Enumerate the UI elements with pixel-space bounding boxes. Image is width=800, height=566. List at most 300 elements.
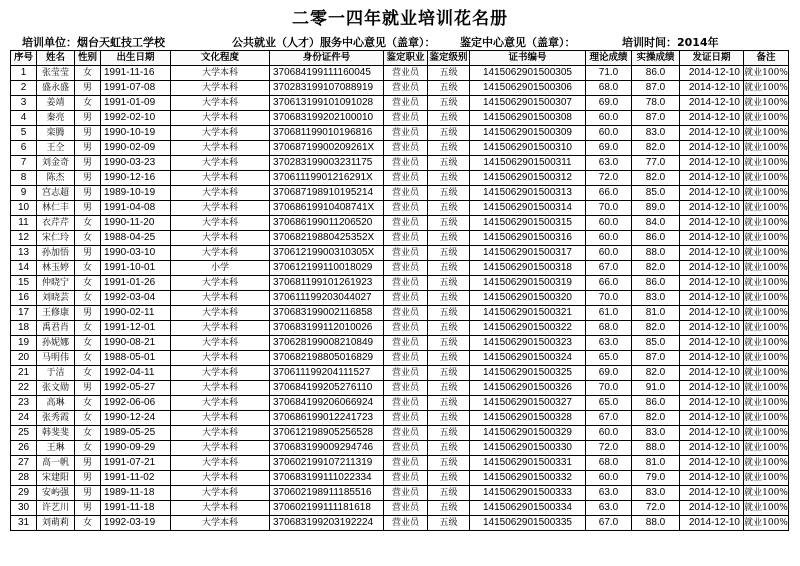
cell-practical-score: 87.0 — [632, 111, 680, 126]
cell-level: 五级 — [428, 216, 470, 231]
cell-theory-score: 70.0 — [586, 381, 632, 396]
cell-birthdate: 1990-02-09 — [101, 141, 171, 156]
cell-id-number: 370681199101261923 — [270, 276, 384, 291]
table-row — [11, 471, 789, 486]
table-row — [11, 141, 789, 156]
cell-practical-score: 85.0 — [632, 186, 680, 201]
cell-level: 五级 — [428, 501, 470, 516]
table-row — [11, 66, 789, 81]
cell-issue-date: 2014-12-10 — [680, 366, 744, 381]
cell-education: 大学本科 — [171, 396, 270, 411]
cell-level: 五级 — [428, 171, 470, 186]
cell-gender: 女 — [75, 291, 101, 306]
cell-education: 大学本科 — [171, 276, 270, 291]
cell-issue-date: 2014-12-10 — [680, 486, 744, 501]
cell-birthdate: 1990-08-21 — [101, 336, 171, 351]
cell-practical-score: 83.0 — [632, 426, 680, 441]
cell-index: 1 — [11, 66, 37, 81]
cell-occupation: 营业员 — [384, 321, 428, 336]
cell-level: 五级 — [428, 321, 470, 336]
cell-remarks: 就业100% — [744, 246, 789, 261]
cell-birthdate: 1990-11-20 — [101, 216, 171, 231]
cell-index: 15 — [11, 276, 37, 291]
cell-id-number: 370684199111160045 — [270, 66, 384, 81]
cell-occupation: 营业员 — [384, 366, 428, 381]
cell-name: 姜靖 — [37, 96, 75, 111]
cell-id-number: 370683199203192224 — [270, 516, 384, 531]
cell-remarks: 就业100% — [744, 381, 789, 396]
cell-id-number: 370683199009294746 — [270, 441, 384, 456]
cell-name: 刘金奇 — [37, 156, 75, 171]
cell-issue-date: 2014-12-10 — [680, 156, 744, 171]
cell-practical-score: 82.0 — [632, 411, 680, 426]
cell-issue-date: 2014-12-10 — [680, 276, 744, 291]
cell-id-number: 370602199111181618 — [270, 501, 384, 516]
table-row — [11, 171, 789, 186]
cell-issue-date: 2014-12-10 — [680, 351, 744, 366]
cell-birthdate: 1990-10-19 — [101, 126, 171, 141]
cell-gender: 女 — [75, 411, 101, 426]
cell-certificate: 1415062901500310 — [470, 141, 586, 156]
col-header-remarks: 备注 — [744, 51, 789, 66]
cell-birthdate: 1989-10-19 — [101, 186, 171, 201]
table-row — [11, 261, 789, 276]
cell-remarks: 就业100% — [744, 171, 789, 186]
cell-name: 宋建阳 — [37, 471, 75, 486]
cell-gender: 男 — [75, 456, 101, 471]
cell-practical-score: 81.0 — [632, 306, 680, 321]
table-row — [11, 411, 789, 426]
cell-remarks: 就业100% — [744, 231, 789, 246]
cell-level: 五级 — [428, 336, 470, 351]
cell-theory-score: 60.0 — [586, 216, 632, 231]
cell-id-number: 370684199206066924 — [270, 396, 384, 411]
col-header-id-number: 身份证件号 — [270, 51, 384, 66]
cell-remarks: 就业100% — [744, 201, 789, 216]
cell-index: 13 — [11, 246, 37, 261]
cell-issue-date: 2014-12-10 — [680, 66, 744, 81]
cell-name: 陈杰 — [37, 171, 75, 186]
cell-certificate: 1415062901500321 — [470, 306, 586, 321]
cell-remarks: 就业100% — [744, 426, 789, 441]
cell-name: 许艺川 — [37, 501, 75, 516]
cell-remarks: 就业100% — [744, 126, 789, 141]
table-row — [11, 81, 789, 96]
cell-gender: 男 — [75, 381, 101, 396]
cell-id-number: 370681199010196816 — [270, 126, 384, 141]
cell-occupation: 营业员 — [384, 456, 428, 471]
cell-birthdate: 1991-07-21 — [101, 456, 171, 471]
cell-birthdate: 1992-05-27 — [101, 381, 171, 396]
cell-name: 高一帆 — [37, 456, 75, 471]
cell-certificate: 1415062901500315 — [470, 216, 586, 231]
table-row — [11, 366, 789, 381]
cell-certificate: 1415062901500316 — [470, 231, 586, 246]
cell-practical-score: 82.0 — [632, 261, 680, 276]
cell-certificate: 1415062901500329 — [470, 426, 586, 441]
cell-birthdate: 1989-11-18 — [101, 486, 171, 501]
cell-id-number: 370612198905256528 — [270, 426, 384, 441]
cell-gender: 男 — [75, 111, 101, 126]
cell-index: 31 — [11, 516, 37, 531]
cell-remarks: 就业100% — [744, 261, 789, 276]
cell-issue-date: 2014-12-10 — [680, 516, 744, 531]
cell-level: 五级 — [428, 201, 470, 216]
cell-education: 大学本科 — [171, 141, 270, 156]
table-row — [11, 216, 789, 231]
cell-certificate: 1415062901500326 — [470, 381, 586, 396]
cell-birthdate: 1991-07-08 — [101, 81, 171, 96]
cell-level: 五级 — [428, 426, 470, 441]
cell-education: 大学本科 — [171, 291, 270, 306]
table-row — [11, 336, 789, 351]
cell-issue-date: 2014-12-10 — [680, 291, 744, 306]
cell-remarks: 就业100% — [744, 351, 789, 366]
cell-issue-date: 2014-12-10 — [680, 501, 744, 516]
cell-remarks: 就业100% — [744, 111, 789, 126]
cell-occupation: 营业员 — [384, 96, 428, 111]
cell-index: 11 — [11, 216, 37, 231]
cell-theory-score: 60.0 — [586, 471, 632, 486]
cell-index: 7 — [11, 156, 37, 171]
roster-table — [10, 50, 789, 531]
cell-remarks: 就业100% — [744, 96, 789, 111]
appraisal-center-opinion: 鉴定中心意见（盖章）： — [460, 36, 576, 49]
table-row — [11, 246, 789, 261]
training-time: 培训时间：2014年 — [622, 36, 719, 49]
cell-practical-score: 91.0 — [632, 381, 680, 396]
cell-theory-score: 69.0 — [586, 96, 632, 111]
cell-certificate: 1415062901500330 — [470, 441, 586, 456]
cell-occupation: 营业员 — [384, 126, 428, 141]
cell-theory-score: 72.0 — [586, 171, 632, 186]
cell-occupation: 营业员 — [384, 351, 428, 366]
table-row — [11, 126, 789, 141]
cell-occupation: 营业员 — [384, 336, 428, 351]
cell-level: 五级 — [428, 396, 470, 411]
cell-practical-score: 87.0 — [632, 351, 680, 366]
cell-occupation: 营业员 — [384, 306, 428, 321]
cell-level: 五级 — [428, 486, 470, 501]
cell-birthdate: 1988-04-25 — [101, 231, 171, 246]
cell-name: 衣芹芹 — [37, 216, 75, 231]
cell-practical-score: 82.0 — [632, 141, 680, 156]
cell-remarks: 就业100% — [744, 411, 789, 426]
cell-practical-score: 87.0 — [632, 81, 680, 96]
cell-issue-date: 2014-12-10 — [680, 471, 744, 486]
cell-gender: 男 — [75, 171, 101, 186]
cell-birthdate: 1989-05-25 — [101, 426, 171, 441]
cell-issue-date: 2014-12-10 — [680, 111, 744, 126]
cell-occupation: 营业员 — [384, 381, 428, 396]
cell-name: 刘萌莉 — [37, 516, 75, 531]
cell-issue-date: 2014-12-10 — [680, 216, 744, 231]
info-line — [10, 34, 790, 48]
cell-id-number: 37061119901216291X — [270, 171, 384, 186]
cell-occupation: 营业员 — [384, 426, 428, 441]
cell-index: 12 — [11, 231, 37, 246]
cell-birthdate: 1990-03-23 — [101, 156, 171, 171]
cell-level: 五级 — [428, 261, 470, 276]
roster-body — [11, 66, 789, 531]
cell-education: 大学本科 — [171, 456, 270, 471]
cell-education: 大学本科 — [171, 381, 270, 396]
cell-birthdate: 1991-11-16 — [101, 66, 171, 81]
cell-name: 张莹莹 — [37, 66, 75, 81]
cell-certificate: 1415062901500314 — [470, 201, 586, 216]
cell-education: 小学 — [171, 261, 270, 276]
col-header-education: 文化程度 — [171, 51, 270, 66]
cell-theory-score: 60.0 — [586, 111, 632, 126]
cell-occupation: 营业员 — [384, 246, 428, 261]
cell-issue-date: 2014-12-10 — [680, 321, 744, 336]
cell-theory-score: 69.0 — [586, 366, 632, 381]
cell-certificate: 1415062901500325 — [470, 366, 586, 381]
cell-remarks: 就业100% — [744, 441, 789, 456]
cell-name: 孙加悟 — [37, 246, 75, 261]
cell-remarks: 就业100% — [744, 291, 789, 306]
cell-level: 五级 — [428, 471, 470, 486]
cell-name: 张文勋 — [37, 381, 75, 396]
cell-birthdate: 1991-12-01 — [101, 321, 171, 336]
cell-id-number: 370283199107088919 — [270, 81, 384, 96]
cell-practical-score: 86.0 — [632, 276, 680, 291]
cell-occupation: 营业员 — [384, 516, 428, 531]
cell-index: 16 — [11, 291, 37, 306]
table-row — [11, 501, 789, 516]
cell-id-number: 37068719900209261X — [270, 141, 384, 156]
cell-gender: 女 — [75, 231, 101, 246]
table-row — [11, 381, 789, 396]
cell-index: 6 — [11, 141, 37, 156]
cell-name: 秦亮 — [37, 111, 75, 126]
cell-index: 5 — [11, 126, 37, 141]
cell-certificate: 1415062901500311 — [470, 156, 586, 171]
cell-level: 五级 — [428, 96, 470, 111]
cell-certificate: 1415062901500332 — [470, 471, 586, 486]
cell-name: 王仝 — [37, 141, 75, 156]
cell-level: 五级 — [428, 351, 470, 366]
cell-birthdate: 1992-06-06 — [101, 396, 171, 411]
cell-certificate: 1415062901500331 — [470, 456, 586, 471]
cell-name: 马明伟 — [37, 351, 75, 366]
cell-id-number: 370683199202100010 — [270, 111, 384, 126]
cell-education: 大学本科 — [171, 111, 270, 126]
cell-id-number: 370683199112010026 — [270, 321, 384, 336]
col-header-level: 鉴定级别 — [428, 51, 470, 66]
cell-index: 27 — [11, 456, 37, 471]
cell-id-number: 370613199101091028 — [270, 96, 384, 111]
cell-remarks: 就业100% — [744, 81, 789, 96]
cell-level: 五级 — [428, 306, 470, 321]
cell-index: 29 — [11, 486, 37, 501]
col-header-practical-score: 实操成绩 — [632, 51, 680, 66]
cell-index: 10 — [11, 201, 37, 216]
cell-gender: 女 — [75, 96, 101, 111]
cell-gender: 男 — [75, 201, 101, 216]
cell-level: 五级 — [428, 441, 470, 456]
cell-remarks: 就业100% — [744, 336, 789, 351]
cell-name: 安屿强 — [37, 486, 75, 501]
cell-birthdate: 1991-10-01 — [101, 261, 171, 276]
cell-name: 林仁丰 — [37, 201, 75, 216]
cell-gender: 男 — [75, 501, 101, 516]
cell-issue-date: 2014-12-10 — [680, 96, 744, 111]
cell-issue-date: 2014-12-10 — [680, 231, 744, 246]
table-row — [11, 201, 789, 216]
cell-issue-date: 2014-12-10 — [680, 306, 744, 321]
cell-certificate: 1415062901500313 — [470, 186, 586, 201]
cell-index: 25 — [11, 426, 37, 441]
cell-id-number: 370687198910195214 — [270, 186, 384, 201]
col-header-index: 序号 — [11, 51, 37, 66]
cell-practical-score: 77.0 — [632, 156, 680, 171]
cell-practical-score: 79.0 — [632, 471, 680, 486]
cell-issue-date: 2014-12-10 — [680, 441, 744, 456]
cell-level: 五级 — [428, 81, 470, 96]
cell-index: 2 — [11, 81, 37, 96]
cell-name: 于洁 — [37, 366, 75, 381]
table-row — [11, 321, 789, 336]
cell-id-number: 370611199203044027 — [270, 291, 384, 306]
cell-occupation: 营业员 — [384, 111, 428, 126]
cell-birthdate: 1991-11-02 — [101, 471, 171, 486]
col-header-theory-score: 理论成绩 — [586, 51, 632, 66]
cell-index: 24 — [11, 411, 37, 426]
cell-issue-date: 2014-12-10 — [680, 246, 744, 261]
cell-level: 五级 — [428, 276, 470, 291]
col-header-gender: 性别 — [75, 51, 101, 66]
cell-certificate: 1415062901500335 — [470, 516, 586, 531]
cell-birthdate: 1992-02-10 — [101, 111, 171, 126]
cell-practical-score: 72.0 — [632, 501, 680, 516]
cell-birthdate: 1992-03-19 — [101, 516, 171, 531]
cell-gender: 男 — [75, 306, 101, 321]
cell-theory-score: 70.0 — [586, 291, 632, 306]
cell-birthdate: 1991-04-08 — [101, 201, 171, 216]
cell-theory-score: 70.0 — [586, 201, 632, 216]
cell-education: 大学本科 — [171, 516, 270, 531]
cell-remarks: 就业100% — [744, 216, 789, 231]
cell-level: 五级 — [428, 66, 470, 81]
cell-theory-score: 63.0 — [586, 336, 632, 351]
cell-education: 大学本科 — [171, 201, 270, 216]
table-row — [11, 456, 789, 471]
cell-education: 大学本科 — [171, 231, 270, 246]
cell-birthdate: 1990-12-24 — [101, 411, 171, 426]
cell-id-number: 370686199012241723 — [270, 411, 384, 426]
cell-index: 8 — [11, 171, 37, 186]
cell-level: 五级 — [428, 456, 470, 471]
cell-id-number: 370283199003231175 — [270, 156, 384, 171]
cell-issue-date: 2014-12-10 — [680, 396, 744, 411]
cell-name: 王琳 — [37, 441, 75, 456]
cell-theory-score: 63.0 — [586, 501, 632, 516]
cell-birthdate: 1992-03-04 — [101, 291, 171, 306]
cell-occupation: 营业员 — [384, 201, 428, 216]
cell-remarks: 就业100% — [744, 66, 789, 81]
cell-education: 大学本科 — [171, 81, 270, 96]
cell-issue-date: 2014-12-10 — [680, 186, 744, 201]
cell-name: 孙妮娜 — [37, 336, 75, 351]
cell-theory-score: 65.0 — [586, 351, 632, 366]
cell-theory-score: 68.0 — [586, 321, 632, 336]
cell-occupation: 营业员 — [384, 141, 428, 156]
cell-education: 大学本科 — [171, 411, 270, 426]
cell-occupation: 营业员 — [384, 81, 428, 96]
table-row — [11, 276, 789, 291]
cell-education: 大学本科 — [171, 156, 270, 171]
cell-level: 五级 — [428, 126, 470, 141]
cell-index: 18 — [11, 321, 37, 336]
cell-remarks: 就业100% — [744, 306, 789, 321]
cell-practical-score: 82.0 — [632, 321, 680, 336]
cell-certificate: 1415062901500333 — [470, 486, 586, 501]
col-header-certificate: 证书编号 — [470, 51, 586, 66]
cell-education: 大学本科 — [171, 441, 270, 456]
cell-name: 栾腾 — [37, 126, 75, 141]
cell-name: 禹君肖 — [37, 321, 75, 336]
cell-practical-score: 81.0 — [632, 456, 680, 471]
cell-theory-score: 61.0 — [586, 306, 632, 321]
cell-issue-date: 2014-12-10 — [680, 381, 744, 396]
cell-id-number: 370628199008210849 — [270, 336, 384, 351]
cell-name: 宫志超 — [37, 186, 75, 201]
cell-remarks: 就业100% — [744, 141, 789, 156]
cell-index: 14 — [11, 261, 37, 276]
cell-gender: 女 — [75, 216, 101, 231]
cell-issue-date: 2014-12-10 — [680, 141, 744, 156]
cell-theory-score: 67.0 — [586, 411, 632, 426]
cell-occupation: 营业员 — [384, 486, 428, 501]
cell-practical-score: 83.0 — [632, 486, 680, 501]
table-row — [11, 516, 789, 531]
cell-education: 大学本科 — [171, 426, 270, 441]
cell-education: 大学本科 — [171, 321, 270, 336]
cell-education: 大学本科 — [171, 66, 270, 81]
cell-level: 五级 — [428, 516, 470, 531]
cell-remarks: 就业100% — [744, 456, 789, 471]
cell-id-number: 370612199110018029 — [270, 261, 384, 276]
cell-certificate: 1415062901500319 — [470, 276, 586, 291]
cell-theory-score: 68.0 — [586, 456, 632, 471]
cell-name: 张秀霞 — [37, 411, 75, 426]
col-header-occupation: 鉴定职业 — [384, 51, 428, 66]
cell-remarks: 就业100% — [744, 516, 789, 531]
table-row — [11, 111, 789, 126]
cell-education: 大学本科 — [171, 501, 270, 516]
cell-practical-score: 85.0 — [632, 336, 680, 351]
cell-level: 五级 — [428, 246, 470, 261]
cell-id-number: 370683199002116858 — [270, 306, 384, 321]
cell-index: 26 — [11, 441, 37, 456]
cell-practical-score: 89.0 — [632, 201, 680, 216]
cell-remarks: 就业100% — [744, 501, 789, 516]
cell-theory-score: 66.0 — [586, 276, 632, 291]
cell-level: 五级 — [428, 291, 470, 306]
cell-id-number: 37068619910408741X — [270, 201, 384, 216]
cell-index: 22 — [11, 381, 37, 396]
table-row — [11, 186, 789, 201]
cell-remarks: 就业100% — [744, 396, 789, 411]
cell-level: 五级 — [428, 231, 470, 246]
cell-gender: 男 — [75, 126, 101, 141]
cell-theory-score: 60.0 — [586, 246, 632, 261]
cell-education: 大学本科 — [171, 336, 270, 351]
cell-issue-date: 2014-12-10 — [680, 126, 744, 141]
table-row — [11, 426, 789, 441]
cell-occupation: 营业员 — [384, 231, 428, 246]
